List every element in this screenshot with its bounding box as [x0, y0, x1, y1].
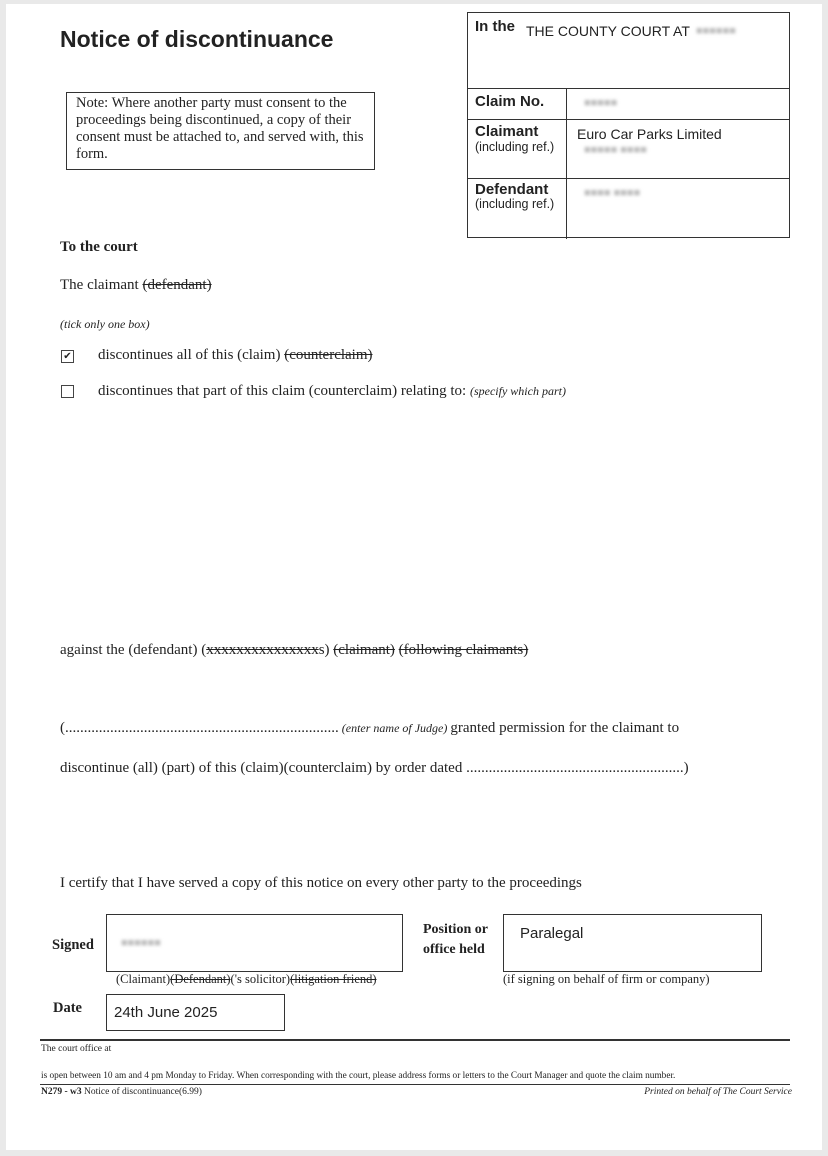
- court-location-redacted: ■■■■■■: [696, 25, 736, 37]
- caption-defendant-struck: (Defendant): [170, 972, 231, 986]
- position-field[interactable]: [503, 914, 762, 972]
- signatory-capacity: [116, 972, 377, 987]
- caption-claimant: (Claimant): [116, 972, 171, 986]
- claimant-struck: (claimant): [333, 642, 395, 658]
- option-part-text: discontinues that part of this claim (counterclaim) relating to:: [98, 383, 470, 399]
- against-suffix: s): [318, 642, 334, 658]
- form-page: [6, 4, 822, 1150]
- consent-note: Note: Where another party must consent to the proceedings being discontinued, a copy of their consent must be attached to, and served with, this form.: [66, 92, 375, 170]
- claimant-line-text: The claimant: [60, 277, 143, 293]
- option-all-text: discontinues all of this (claim): [98, 347, 285, 363]
- against-prefix: against the (defendant) (: [60, 642, 207, 658]
- judge-line: [60, 720, 679, 737]
- date-value: 24th June 2025: [114, 1004, 218, 1021]
- position-label-line1: Position or: [423, 922, 488, 937]
- defendant-struck: (defendant): [142, 277, 212, 293]
- against-line: [60, 642, 528, 659]
- judge-suffix: granted permission for the claimant to: [450, 720, 680, 736]
- specify-hint: (specify which part): [469, 384, 566, 398]
- claimant-label: Claimant: [475, 123, 539, 140]
- court-details-box: [467, 12, 790, 238]
- position-value: Paralegal: [520, 925, 584, 942]
- position-label: [423, 920, 488, 960]
- opening-hours-line: is open between 10 am and 4 pm Monday to Friday. When corresponding with the court, please address forms or letters to the Court Manager and quote the claim number.: [41, 1071, 676, 1081]
- to-the-court-heading: To the court: [60, 239, 138, 255]
- option-all-line: [98, 347, 373, 364]
- defendant-row: [468, 178, 789, 239]
- claimant-line: [60, 277, 212, 294]
- form-name: Notice of discontinuance(6.99): [81, 1087, 202, 1097]
- date-label: Date: [53, 1000, 82, 1016]
- position-label-line2: office held: [423, 942, 485, 957]
- form-code: N279 - w3: [41, 1087, 82, 1097]
- divider: [566, 179, 567, 239]
- footer-divider: [40, 1039, 790, 1041]
- defendant-label: Defendant: [475, 181, 549, 198]
- printed-by: Printed on behalf of The Court Service: [644, 1087, 792, 1097]
- following-claimants-struck: (following claimants): [398, 642, 529, 658]
- court-office-line: The court office at: [41, 1044, 112, 1054]
- form-reference: [41, 1087, 202, 1097]
- caption-litigation-friend-struck: (litigation friend): [290, 972, 377, 986]
- caption-solicitor: ('s solicitor): [230, 972, 291, 986]
- claimant-ref-redacted: ■■■■■ ■■■■: [584, 144, 647, 156]
- claimant-row: [468, 119, 789, 179]
- certify-statement: I certify that I have served a copy of this notice on every other party to the proceedings: [60, 875, 582, 891]
- signature-field[interactable]: [106, 914, 403, 972]
- divider: [566, 120, 567, 179]
- judge-dots: (.........................................................................: [60, 720, 339, 736]
- claim-no-redacted: ■■■■■: [584, 97, 618, 109]
- counterclaim-struck: (counterclaim): [284, 347, 373, 363]
- tick-instruction: (tick only one box): [60, 317, 150, 331]
- signature-redacted: ■■■■■■: [121, 937, 161, 949]
- page-title: Notice of discontinuance: [60, 26, 334, 52]
- discontinue-order-line: discontinue (all) (part) of this (claim)(counterclaim) by order dated ..........................................................): [60, 760, 689, 776]
- claimant-sub-label: (including ref.): [475, 140, 555, 154]
- divider: [566, 89, 567, 119]
- defendant-sub-label: (including ref.): [475, 197, 555, 211]
- in-the-label: In the: [475, 18, 515, 35]
- court-name: THE COUNTY COURT AT: [526, 23, 690, 39]
- defendant-redacted: ■■■■ ■■■■: [584, 187, 641, 199]
- date-field[interactable]: [106, 994, 285, 1031]
- discontinue-part-checkbox[interactable]: [61, 385, 74, 398]
- claim-no-row: [468, 88, 789, 119]
- discontinue-all-checkbox[interactable]: ✔: [61, 350, 74, 363]
- signed-label: Signed: [52, 937, 94, 953]
- option-part-line: [98, 383, 566, 400]
- judge-hint: (enter name of Judge): [338, 721, 451, 735]
- footer-divider-bottom: [40, 1084, 790, 1085]
- position-caption: (if signing on behalf of firm or company): [503, 972, 710, 986]
- against-struck-1: xxxxxxxxxxxxxxx: [206, 642, 319, 658]
- claimant-value: Euro Car Parks Limited: [577, 126, 722, 142]
- claim-no-label: Claim No.: [475, 93, 545, 110]
